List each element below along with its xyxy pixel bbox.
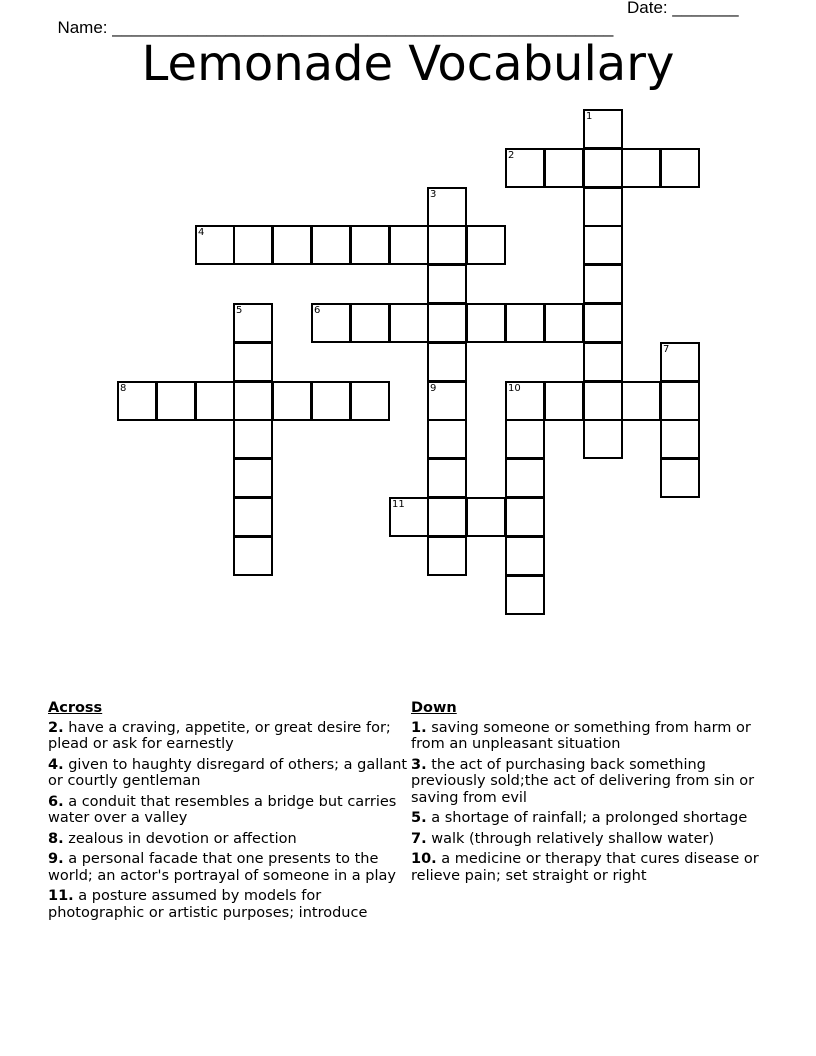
crossword-cell[interactable] <box>427 225 467 265</box>
crossword-cell[interactable] <box>117 381 157 421</box>
crossword-cell[interactable] <box>311 381 351 421</box>
clue-item <box>48 888 413 921</box>
cell-number: 2 <box>508 150 515 161</box>
crossword-cell[interactable] <box>466 497 506 537</box>
cell-number: 9 <box>430 383 437 394</box>
crossword-cell[interactable] <box>427 458 467 498</box>
clue-number: 4. <box>48 756 64 773</box>
crossword-cell[interactable] <box>427 187 467 227</box>
clue-item <box>411 720 781 753</box>
clue-number: 1. <box>411 719 427 736</box>
crossword-cell[interactable] <box>195 381 235 421</box>
crossword-cell[interactable] <box>660 458 700 498</box>
cell-number: 3 <box>430 189 437 200</box>
cell-number: 11 <box>392 499 405 510</box>
clue-item <box>411 810 781 827</box>
crossword-cell[interactable] <box>505 575 545 615</box>
crossword-cell[interactable] <box>272 381 312 421</box>
clue-text: given to haughty disregard of others; a gallant or courtly gentleman <box>48 756 408 789</box>
across-clues <box>48 700 413 925</box>
clue-number: 5. <box>411 810 427 826</box>
crossword-cell[interactable] <box>505 148 545 188</box>
crossword-cell[interactable] <box>427 497 467 537</box>
clue-text: a medicine or therapy that cures disease or relieve pain; set straight or right <box>411 851 759 884</box>
crossword-cell[interactable] <box>311 303 351 343</box>
crossword-cell[interactable] <box>427 342 467 382</box>
clue-text: a shortage of rainfall; a prolonged shortage <box>426 810 748 826</box>
crossword-cell[interactable] <box>350 381 390 421</box>
clue-number: 8. <box>48 830 64 847</box>
clue-number: 3. <box>411 756 427 773</box>
crossword-cell[interactable] <box>583 109 623 149</box>
crossword-cell[interactable] <box>389 497 429 537</box>
clue-item <box>48 720 413 753</box>
crossword-cell[interactable] <box>583 187 623 227</box>
crossword-cell[interactable] <box>583 148 623 188</box>
crossword-cell[interactable] <box>505 381 545 421</box>
crossword-cell[interactable] <box>505 497 545 537</box>
clue-text: a posture assumed by models for photographic or artistic purposes; introduce <box>48 888 368 921</box>
clue-text: have a craving, appetite, or great desire for; plead or ask for earnestly <box>48 719 391 752</box>
crossword-cell[interactable] <box>544 148 584 188</box>
crossword-cell[interactable] <box>660 419 700 459</box>
crossword-cell[interactable] <box>233 381 273 421</box>
crossword-cell[interactable] <box>233 419 273 459</box>
crossword-cell[interactable] <box>233 497 273 537</box>
crossword-cell[interactable] <box>195 225 235 265</box>
cell-number: 6 <box>314 305 321 316</box>
clue-item <box>48 757 413 790</box>
clue-text: saving someone or something from harm or from an unpleasant situation <box>411 719 751 752</box>
crossword-cell[interactable] <box>350 303 390 343</box>
clue-number: 10. <box>411 851 437 867</box>
crossword-cell[interactable] <box>583 419 623 459</box>
crossword-cell[interactable] <box>466 225 506 265</box>
clue-number: 7. <box>411 830 427 847</box>
crossword-cell[interactable] <box>660 342 700 382</box>
crossword-cell[interactable] <box>233 458 273 498</box>
crossword-cell[interactable] <box>311 225 351 265</box>
crossword-cell[interactable] <box>233 225 273 265</box>
crossword-cell[interactable] <box>156 381 196 421</box>
clue-text: zealous in devotion or affection <box>63 830 297 847</box>
clue-number: 2. <box>48 719 64 736</box>
crossword-cell[interactable] <box>583 342 623 382</box>
clue-item <box>411 851 781 884</box>
crossword-cell[interactable] <box>389 225 429 265</box>
crossword-cell[interactable] <box>350 225 390 265</box>
crossword-cell[interactable] <box>233 536 273 576</box>
clue-item <box>411 757 781 807</box>
cell-number: 4 <box>198 227 205 238</box>
across-heading: Across <box>48 700 103 716</box>
across-clue-list <box>48 720 413 922</box>
crossword-cell[interactable] <box>621 148 661 188</box>
crossword-cell[interactable] <box>583 303 623 343</box>
crossword-cell[interactable] <box>389 303 429 343</box>
crossword-cell[interactable] <box>583 225 623 265</box>
clue-number: 6. <box>48 793 64 810</box>
clue-text: the act of purchasing back something previously sold;the act of delivering from sin or saving from evil <box>411 756 755 806</box>
clue-text: walk (through relatively shallow water) <box>426 830 715 847</box>
cell-number: 7 <box>663 344 670 355</box>
crossword-cell[interactable] <box>427 303 467 343</box>
name-field[interactable]: Name: _____________________________________________________ <box>57 18 614 37</box>
crossword-cell[interactable] <box>505 458 545 498</box>
crossword-cell[interactable] <box>505 536 545 576</box>
clue-item <box>48 831 413 848</box>
cell-number: 8 <box>120 383 127 394</box>
clue-number: 11. <box>48 888 74 904</box>
crossword-cell[interactable] <box>427 381 467 421</box>
crossword-cell[interactable] <box>621 381 661 421</box>
crossword-cell[interactable] <box>544 303 584 343</box>
cell-number: 5 <box>236 305 243 316</box>
crossword-cell[interactable] <box>233 342 273 382</box>
down-heading: Down <box>411 700 457 716</box>
crossword-cell[interactable] <box>466 303 506 343</box>
crossword-cell[interactable] <box>544 381 584 421</box>
crossword-cell[interactable] <box>427 264 467 304</box>
cell-number: 1 <box>586 111 593 122</box>
clue-number: 9. <box>48 851 64 867</box>
crossword-cell[interactable] <box>272 225 312 265</box>
crossword-cell[interactable] <box>583 264 623 304</box>
crossword-cell[interactable] <box>427 419 467 459</box>
down-clues <box>411 700 781 888</box>
crossword-cell[interactable] <box>505 419 545 459</box>
clue-item <box>411 831 781 848</box>
crossword-cell[interactable] <box>660 381 700 421</box>
down-clue-list <box>411 720 781 885</box>
crossword-cell[interactable] <box>583 381 623 421</box>
clue-item <box>48 851 413 884</box>
crossword-cell[interactable] <box>427 536 467 576</box>
clue-text: a conduit that resembles a bridge but carries water over a valley <box>48 793 397 826</box>
crossword-cell[interactable] <box>505 303 545 343</box>
crossword-cell[interactable] <box>233 303 273 343</box>
crossword-cell[interactable] <box>660 148 700 188</box>
page-title: Lemonade Vocabulary <box>141 36 675 92</box>
clue-text: a personal facade that one presents to the world; an actor's portrayal of someone in a play <box>48 851 396 884</box>
clue-item <box>48 794 413 827</box>
date-field[interactable]: Date: _______ <box>627 0 739 17</box>
cell-number: 10 <box>508 383 521 394</box>
